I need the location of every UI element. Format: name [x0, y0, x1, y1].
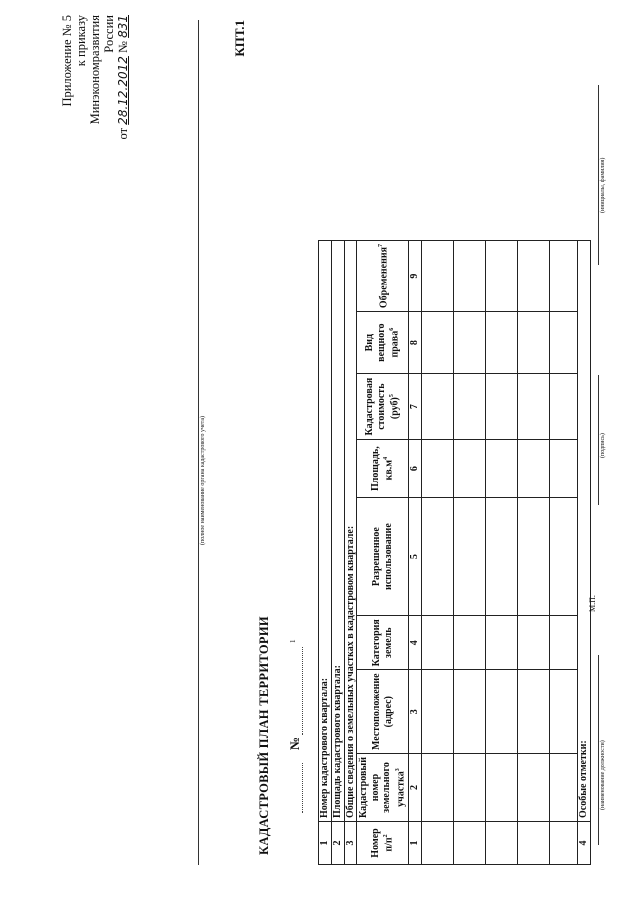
- empty-row: [550, 240, 578, 864]
- col-header-6: Площадь, $кв.м^4$: [357, 440, 409, 498]
- row-2-label: Площадь кадастрового квартала:: [332, 240, 345, 821]
- signature-caption: (подпись): [600, 433, 606, 458]
- number-dotted-line-left: [302, 763, 303, 813]
- appendix-date: 28.12.2012: [116, 56, 130, 125]
- row-2: [332, 240, 345, 864]
- position-caption: (наименование должности): [600, 740, 606, 810]
- col-header-4: Категория земель: [357, 616, 409, 670]
- form-code: КПТ.1: [232, 20, 247, 57]
- column-number-row: [409, 240, 422, 864]
- position-line: [598, 655, 599, 845]
- row-1-no: 1: [319, 822, 332, 865]
- row-1: [319, 240, 332, 864]
- footnote-1: 1: [289, 639, 297, 643]
- col-num-9: 9: [409, 240, 422, 311]
- document-title: КАДАСТРОВЫЙ ПЛАН ТЕРРИТОРИИ: [257, 616, 271, 855]
- col-num-2: 2: [409, 754, 422, 822]
- row-2-no: 2: [332, 822, 345, 865]
- territory-table: [318, 240, 591, 865]
- row-3-label: Общие сведения о земельных участках в кадастровом квартале:: [344, 240, 357, 821]
- col-header-9: Обременения$^7$: [357, 240, 409, 311]
- col-header-8: Вид вещного права$^6$: [357, 312, 409, 374]
- appendix-line2: к приказу Минэкономразвития России: [74, 15, 116, 125]
- col-header-7: Кадастровая стоимость (руб)$^5$: [357, 374, 409, 440]
- header-row: [357, 240, 409, 864]
- name-caption: (инициалы, фамилия): [600, 157, 606, 213]
- number-dotted-line: [302, 647, 303, 735]
- col-num-4: 4: [409, 616, 422, 670]
- col-num-3: 3: [409, 670, 422, 754]
- col-header-3: Местоположение (адрес): [357, 670, 409, 754]
- row-4-label: Особые отметки:: [578, 240, 591, 821]
- col-num-6: 6: [409, 440, 422, 498]
- empty-row: [518, 240, 550, 864]
- empty-row: [486, 240, 518, 864]
- appendix-from: от: [116, 127, 130, 140]
- appendix-number: 831: [116, 15, 130, 38]
- col-num-1: 1: [409, 822, 422, 865]
- organ-caption: (полное наименование органа кадастрового учета): [200, 415, 206, 545]
- empty-row: [454, 240, 486, 864]
- row-4: [578, 240, 591, 864]
- stamp-label: М.П.: [588, 595, 597, 612]
- organ-line: [198, 20, 199, 865]
- row-1-label: Номер кадастрового квартала:: [319, 240, 332, 821]
- appendix-line3: [116, 15, 130, 165]
- col-num-8: 8: [409, 312, 422, 374]
- number-sign: №: [287, 736, 302, 750]
- col-num-7: 7: [409, 374, 422, 440]
- row-3-no: 3: [344, 822, 357, 865]
- appendix-line1: Приложение № 5: [60, 15, 74, 107]
- appendix-block: [60, 15, 130, 165]
- row-4-no: 4: [578, 822, 591, 865]
- col-header-2: Кадастровый номер земельного участка$^3$: [357, 754, 409, 822]
- signature-line: [598, 375, 599, 505]
- empty-row: [422, 240, 454, 864]
- name-line: [598, 85, 599, 265]
- appendix-no-sign: №: [116, 41, 130, 53]
- row-3: [344, 240, 357, 864]
- col-header-1: Номер $п/п^2$: [357, 822, 409, 865]
- col-num-5: 5: [409, 498, 422, 616]
- col-header-5: Разрешенное использование: [357, 498, 409, 616]
